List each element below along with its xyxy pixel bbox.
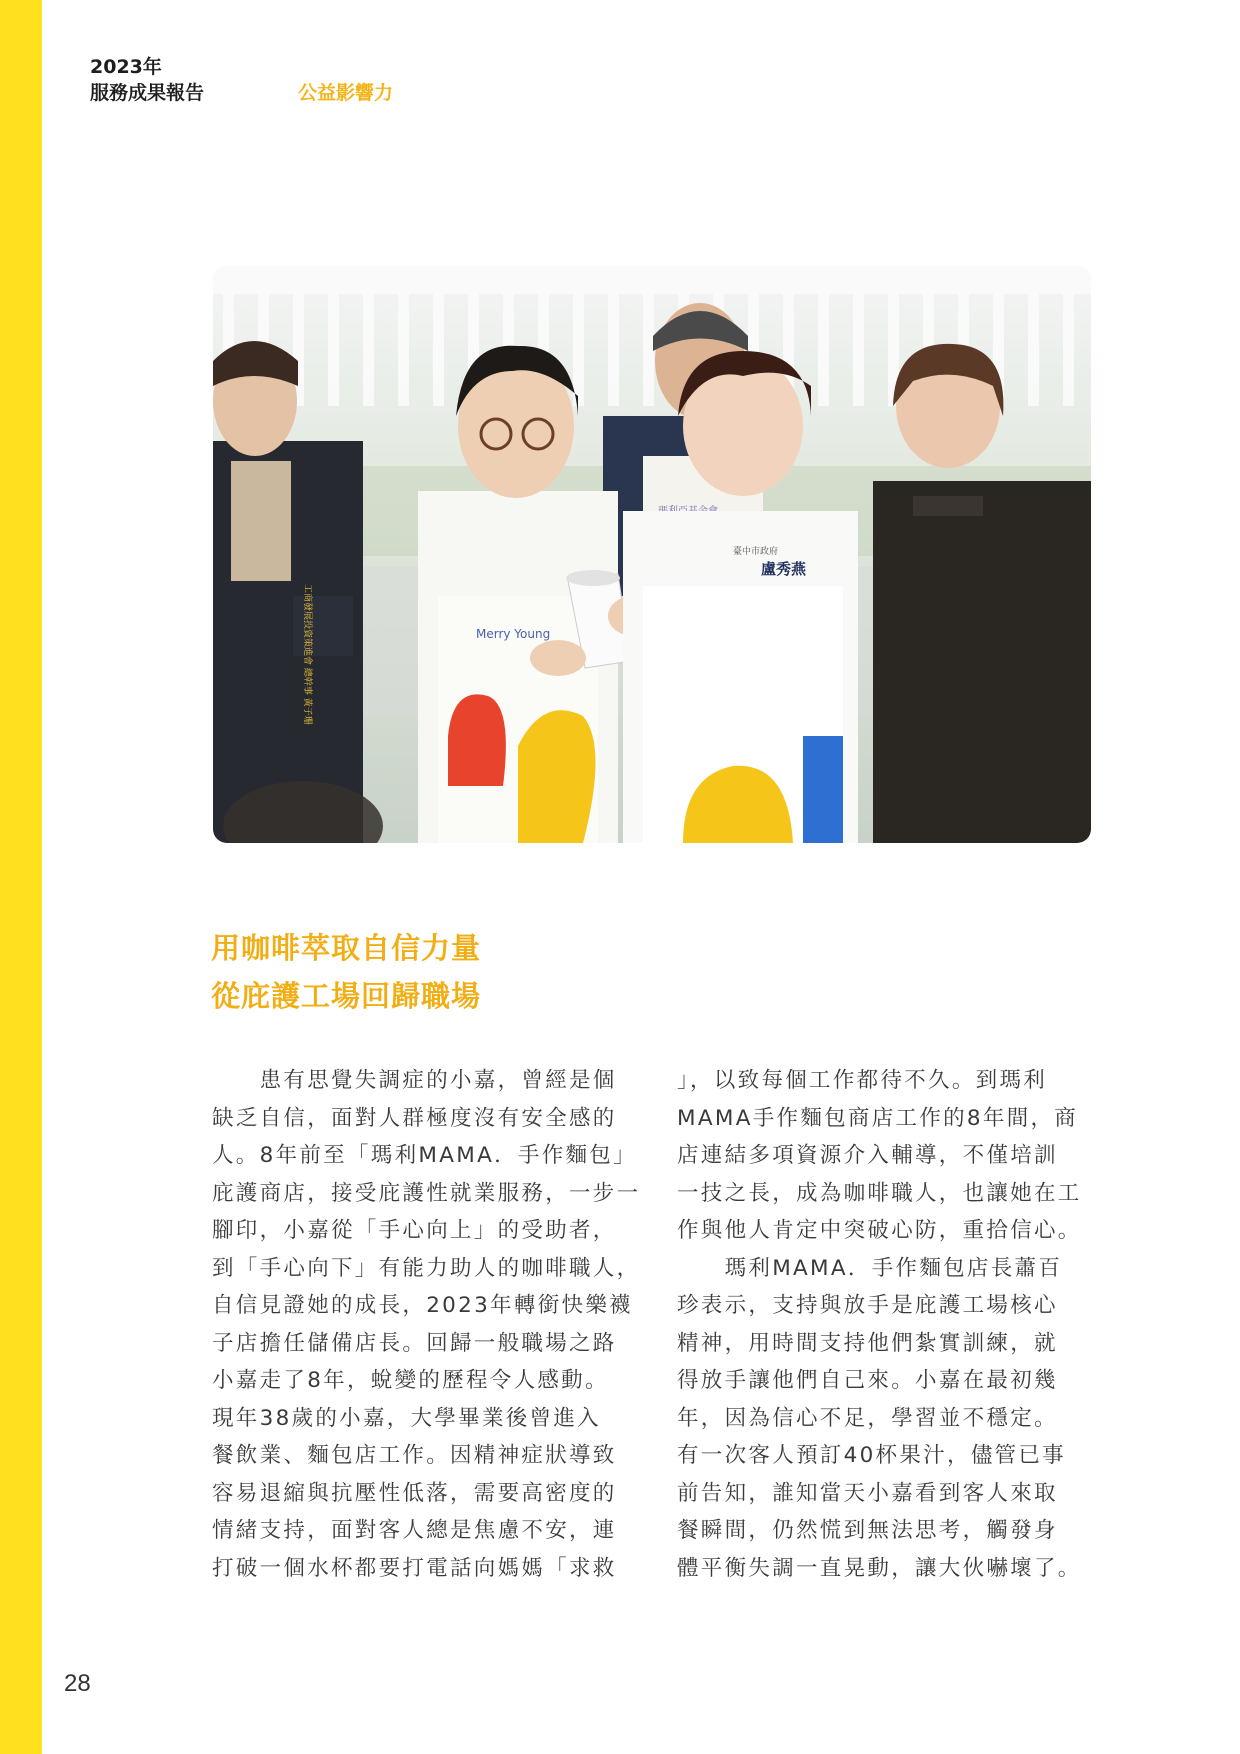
body-line: 小嘉走了8年，蛻變的歷程令人感動。 — [212, 1368, 609, 1393]
body-line: 人。8年前至「瑪利MAMA．手作麵包」 — [212, 1143, 637, 1168]
header-report-title: 服務成果報告 — [90, 82, 205, 104]
body-line: 」，以致每個工作都待不久。到瑪利 — [677, 1068, 1048, 1093]
article-body-right-column — [677, 1062, 1097, 1587]
body-line: 一技之長，成為咖啡職人，也讓她在工 — [677, 1180, 1082, 1206]
header-section-label: 公益影響力 — [298, 82, 394, 104]
article-title-line-1: 用咖啡萃取自信力量 — [211, 931, 482, 965]
body-line: 精神，用時間支持他們紮實訓練，就 — [677, 1330, 1058, 1356]
body-line: 缺乏自信，面對人群極度沒有安全感的 — [212, 1105, 617, 1131]
article-title — [211, 924, 481, 1020]
body-line: 得放手讓他們自己來。小嘉在最初幾 — [677, 1368, 1058, 1393]
body-line: 餐瞬間，仍然慌到無法思考，觸發身 — [677, 1518, 1058, 1543]
body-line: 現年38歲的小嘉，大學畢業後曾進入 — [212, 1405, 601, 1431]
body-line: 庇護商店，接受庇護性就業服務，一步一 — [212, 1180, 641, 1206]
article-body-left-column — [212, 1062, 641, 1587]
body-line: 珍表示，支持與放手是庇護工場核心 — [677, 1293, 1058, 1318]
body-line: 打破一個水杯都要打電話向媽媽「求救 — [212, 1555, 617, 1581]
body-line: 容易退縮與抗壓性低落，需要高密度的 — [212, 1480, 617, 1506]
body-line: 子店擔任儲備店長。回歸一般職場之路 — [212, 1330, 617, 1356]
body-line: 年，因為信心不足，學習並不穩定。 — [677, 1405, 1058, 1431]
body-line: 體平衡失調一直晃動，讓大伙嚇壞了。 — [677, 1555, 1082, 1581]
body-line: 情緒支持，面對客人總是焦慮不安，連 — [212, 1518, 617, 1543]
body-line: MAMA手作麵包商店工作的8年間，商 — [677, 1105, 1079, 1131]
body-line: 到「手心向下」有能力助人的咖啡職人， — [212, 1255, 641, 1281]
body-line: 瑪利MAMA．手作麵包店長蕭百 — [677, 1255, 1063, 1281]
header-year: 2023年 — [90, 56, 162, 78]
photo-name-tag-primary: 盧秀燕 — [761, 560, 807, 578]
article-title-line-2: 從庇護工場回歸職場 — [211, 979, 482, 1013]
body-line: 自信見證她的成長，2023年轉銜快樂襪 — [212, 1293, 633, 1318]
photo-name-tag-secondary: 工商發展投資策進會 總幹事 黃子珊 — [302, 584, 312, 725]
yellow-side-bar — [0, 0, 42, 1754]
body-line: 餐飲業、麵包店工作。因精神症狀導致 — [212, 1443, 617, 1468]
article-photo — [213, 266, 1091, 843]
body-line: 腳印，小嘉從「手心向上」的受助者， — [212, 1218, 617, 1243]
body-line: 患有思覺失調症的小嘉，曾經是個 — [212, 1068, 617, 1093]
body-line: 作與他人肯定中突破心防，重拾信心。 — [677, 1218, 1082, 1243]
photo-apron-brand: Merry Young — [476, 627, 551, 641]
body-line: 前告知，誰知當天小嘉看到客人來取 — [677, 1480, 1058, 1506]
photo-badge-caption: 臺中市政府 — [733, 547, 779, 557]
body-line: 店連結多項資源介入輔導，不僅培訓 — [677, 1143, 1058, 1168]
page-number: 28 — [64, 1670, 91, 1697]
body-line: 有一次客人預訂40杯果汁，儘管已事 — [677, 1443, 1066, 1468]
